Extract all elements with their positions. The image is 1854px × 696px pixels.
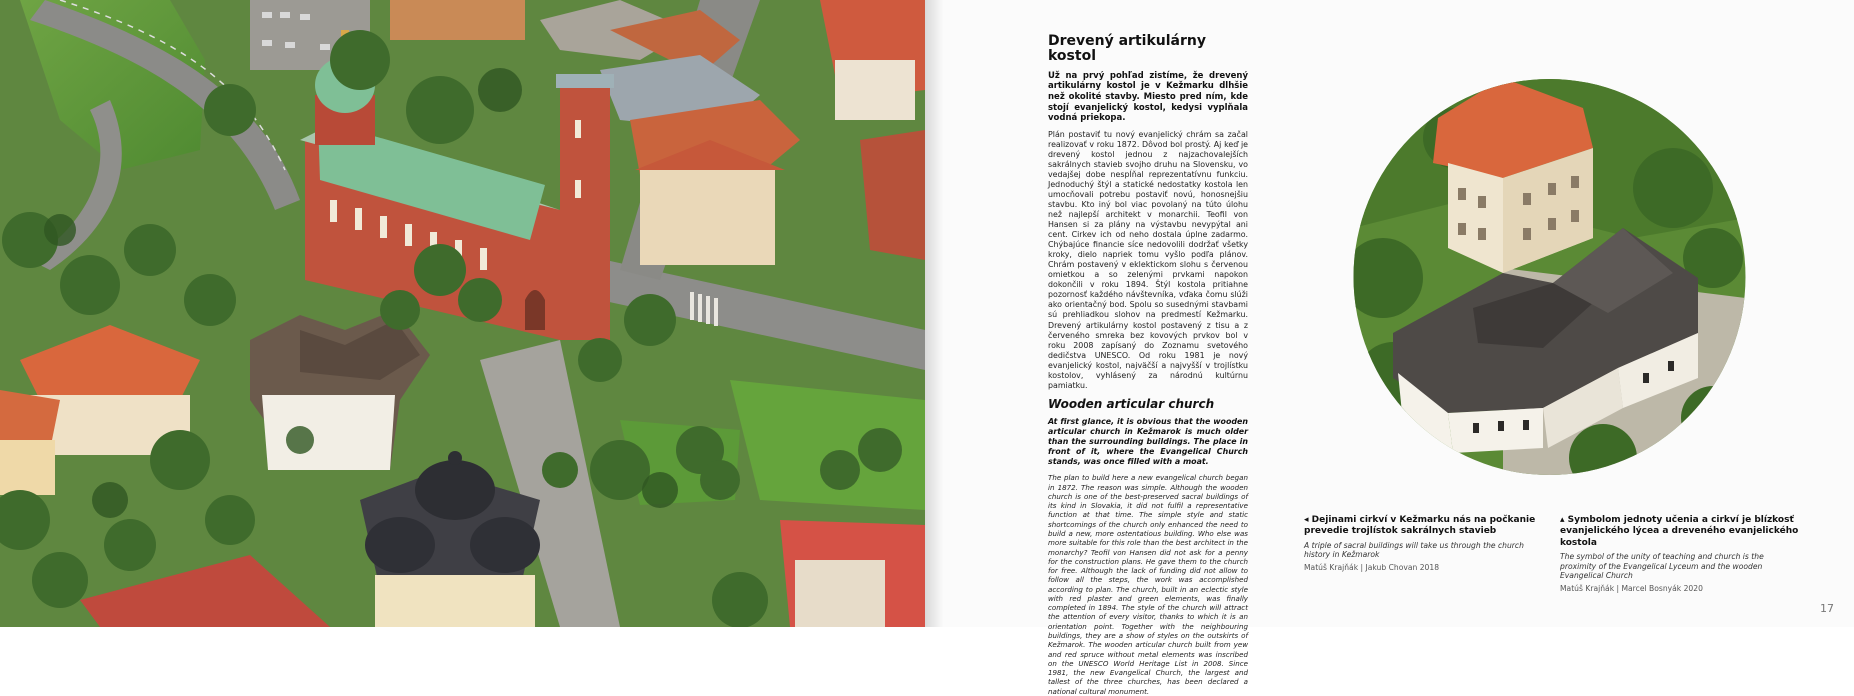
lead-en: At first glance, it is obvious that the wooden articular church in Kežmarok is much older than the surrounding buildings. The place in front of it, where the Evangelical Church stands, was once filled with a moat. [1048, 416, 1248, 467]
caption-right-title-text: Symbolom jednoty učenia a cirkví je blízkosť evanjelického lýcea a dreveného evanjelického kostola [1560, 515, 1799, 548]
caption-left [1304, 515, 1544, 572]
circular-photo [1353, 78, 1746, 476]
heading-sk: Drevený artikulárny kostol [1048, 33, 1206, 65]
caption-left-title [1304, 515, 1544, 538]
article-text [1048, 34, 1248, 696]
body-sk: Plán postaviť tu nový evanjelický chrám sa začal realizovať v roku 1872. Dôvod bol prostý. Aj keď je drevený kostol jednou z najzachovalejších sakrálnych stavieb svojho druhu na Slovensku, vo vedajšej dobe nespĺňal reprezentatívnu funkciu. Jednoduchý štýl a statické nedostatky kostola len umocňovali potrebu postaviť novú, honosnejšiu stavbu. Kto iný bol viac povolaný na túto úlohu než najlepší architekt v monarchii. Teofil von Hansen si za plány na výstavbu nevypýtal ani cent. Cirkev ich od neho dostala úplne zadarmo. Chýbajúce financie síce nedovolili dodržať všetky kroky, dielo napriek tomu vyšlo podľa plánov. Chrám postavený v eklektickom slohu s červenou omietkou a so zelenými prvkami napokon dokončili v roku 1894. Štýl kostola pritiahne pozornosť každého návštevníka, vďaka čomu slúži ako orientačný bod. Spolu so susednými stavbami sú prehliadkou slohov na predmestí Kežmarku. Drevený artikulárny kostol postavený z tisu a z červeného smreka bez kovových prvkov bol v roku 2008 zapísaný do Zoznamu svetového dedičstva UNESCO. Od roku 1981 je nový evanjelický kostol, najväčší a najvyšší v trojlístku kostolov, vyhlásený za národnú kultúrnu pamiatku. [1048, 129, 1248, 390]
caption-right-title [1560, 515, 1800, 549]
caption-right-en: The symbol of the unity of teaching and church is the proximity of the Evangelical Lyceum and the wooden Evangelical Church [1560, 551, 1764, 581]
aerial-photo-illustration [0, 0, 925, 627]
caption-left-en: A triple of sacral buildings will take us through the church history in Kežmarok [1304, 540, 1524, 560]
page-number: 17 [1820, 602, 1834, 615]
body-en: The plan to build here a new evangelical church began in 1872. The reason was simple. Although the wooden church is one of the best-preserved sacral buildings of its kind in Slovakia, it did not fulfil a representative function at that time. The simple style and static shortcomings of the church only enhanced the need to build a new, more ostentatious building. Who else was more suitable for this role than the best architect in the monarchy? Teofil von Hansen did not ask for a penny for the construction plans. He gave them to the church for free. Although the lack of funding did not allow to follow all the steps, the work was accomplished according to plan. The church, built in an eclectic style with red plaster and green elements, was finally completed in 1894. The style of the church will attract the attention of every visitor, thanks to which it is an orientation point. Together with the neighbouring buildings, they are a show of styles on the outskirts of Kežmarok. The wooden articular church built from yew and red spruce without metal elements was inscribed on the UNESCO World Heritage List in 2008. Since 1981, the new Evangelical Church, the largest and tallest of the three churches, has been declared a national cultural monument. [1048, 473, 1248, 696]
book-gutter [925, 0, 943, 627]
heading-en: Wooden articular church [1048, 396, 1215, 411]
caption-right-credit: Matúš Krajňák | Marcel Bosnyák 2020 [1560, 584, 1703, 594]
right-page [943, 0, 1854, 696]
lead-sk: Už na prvý pohľad zistíme, že drevený artikulárny kostol je v Kežmarku dlhšie než okolité stavby. Miesto pred ním, kde stojí evanjelický kostol, kedysi vyplňala vodná priekopa. [1048, 70, 1248, 124]
aerial-photo [0, 0, 925, 627]
caption-right [1560, 515, 1800, 593]
arrow-up-icon: ▴ [1560, 515, 1565, 525]
arrow-left-icon: ◂ [1304, 515, 1309, 525]
caption-left-title-text: Dejinami cirkví v Kežmarku nás na počkanie prevedie trojlístok sakrálnych stavieb [1304, 515, 1536, 537]
caption-left-credit: Matúš Krajňák | Jakub Chovan 2018 [1304, 563, 1440, 573]
